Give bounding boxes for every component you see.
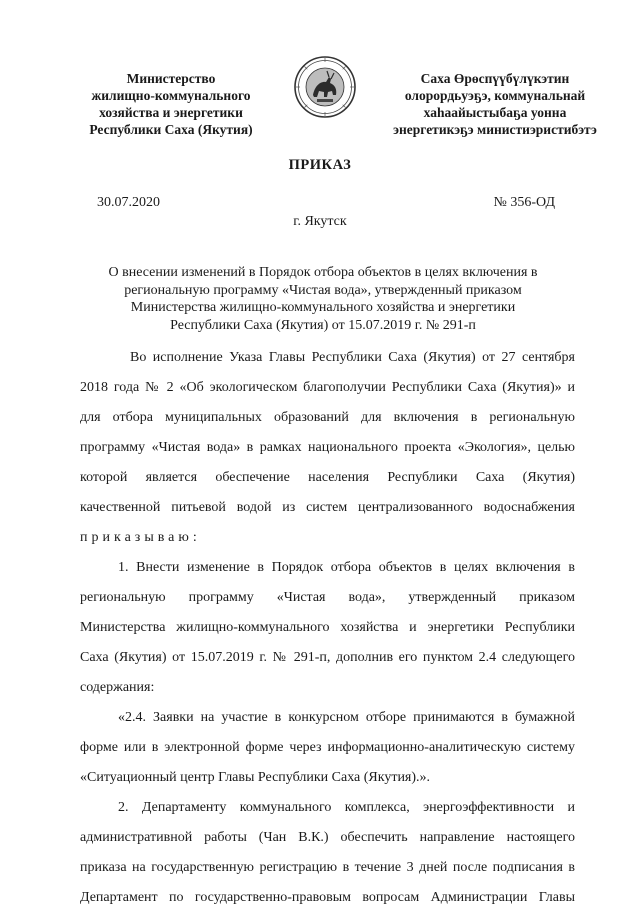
body-line: «Ситуационный центр Главы Республики Саха (Якутия).». (80, 770, 431, 785)
ministry-name-line: жилищно-коммунального (91, 88, 251, 103)
body-line: 2. Департаменту коммунального комплекса, энергоэффективности и (118, 800, 575, 815)
body-line: Саха (Якутия) от 15.07.2019 г. № 291-п, дополнив его пунктом 2.4 следующего (80, 650, 575, 665)
body-line: содержания: (80, 680, 155, 695)
body-line: региональную программу «Чистая вода», утвержденный приказом (80, 590, 575, 605)
subject-line: Республики Саха (Якутия) от 15.07.2019 г. № 291-п (170, 317, 476, 333)
ministry-name-yakut (372, 70, 618, 138)
ministry-name-line: Министерство (126, 71, 216, 86)
body-line: 1. Внести изменение в Порядок отбора объектов в целях включения в (118, 560, 575, 575)
ministry-name-line: Саха Өрөспүүбүлүкэтин (420, 71, 570, 86)
body-line: программу «Чистая вода» в рамках национального проекта «Экология», целью (80, 440, 575, 455)
subject-line: региональную программу «Чистая вода», утвержденный приказом (124, 282, 522, 298)
body-line: «2.4. Заявки на участие в конкурсном отборе принимаются в бумажной (118, 710, 575, 725)
body-line: административной работы (Чан В.К.) обеспечить направление настоящего (80, 830, 575, 845)
document-subject (80, 264, 566, 334)
order-word: приказываю: (80, 530, 201, 545)
document-date: 30.07.2020 (97, 195, 160, 210)
ministry-name-line: хозяйства и энергетики (99, 105, 243, 120)
body-line: приказа на государственную регистрацию в течение 3 дней после подписания в (80, 860, 575, 875)
body-line: форме или в электронной форме через информационно-аналитическую систему (80, 740, 575, 755)
subject-line: О внесении изменений в Порядок отбора объектов в целях включения в (108, 265, 538, 280)
subject-line: Министерства жилищно-коммунального хозяйства и энергетики (130, 300, 516, 315)
body-line: 2018 года № 2 «Об экологическом благополучии Республики Саха (Якутия)» и (80, 380, 575, 395)
body-line: для отбора муниципальных образований для включения в региональную (80, 410, 575, 425)
body-line: качественной питьевой водой из систем централизованного водоснабжения (80, 500, 575, 515)
document-number: № 356-ОД (493, 195, 555, 210)
ministry-name-line: Республики Саха (Якутия) (89, 122, 253, 137)
ministry-name-line: энергетикэҕэ министиэристибэтэ (393, 122, 597, 137)
ministry-name-line: олорордьуэҕэ, коммунальнай (404, 88, 586, 103)
body-line: Во исполнение Указа Главы Республики Саха (Якутия) от 27 сентября (130, 350, 575, 365)
ministry-name-russian (56, 70, 286, 138)
document-type-title: ПРИКАЗ (288, 157, 352, 173)
document-city: г. Якутск (293, 214, 347, 229)
ministry-name-line: хаһаайыстыбаҕа уонна (423, 105, 567, 120)
body-line: Министерства жилищно-коммунального хозяйства и энергетики Республики (80, 620, 575, 635)
body-line: которой является обеспечение населения Республики Саха (Якутия) (80, 470, 575, 485)
coat-of-arms-icon (293, 55, 357, 119)
body-line: Департамент по государственно-правовым вопросам Администрации Главы (80, 890, 575, 905)
document-body (80, 343, 575, 913)
